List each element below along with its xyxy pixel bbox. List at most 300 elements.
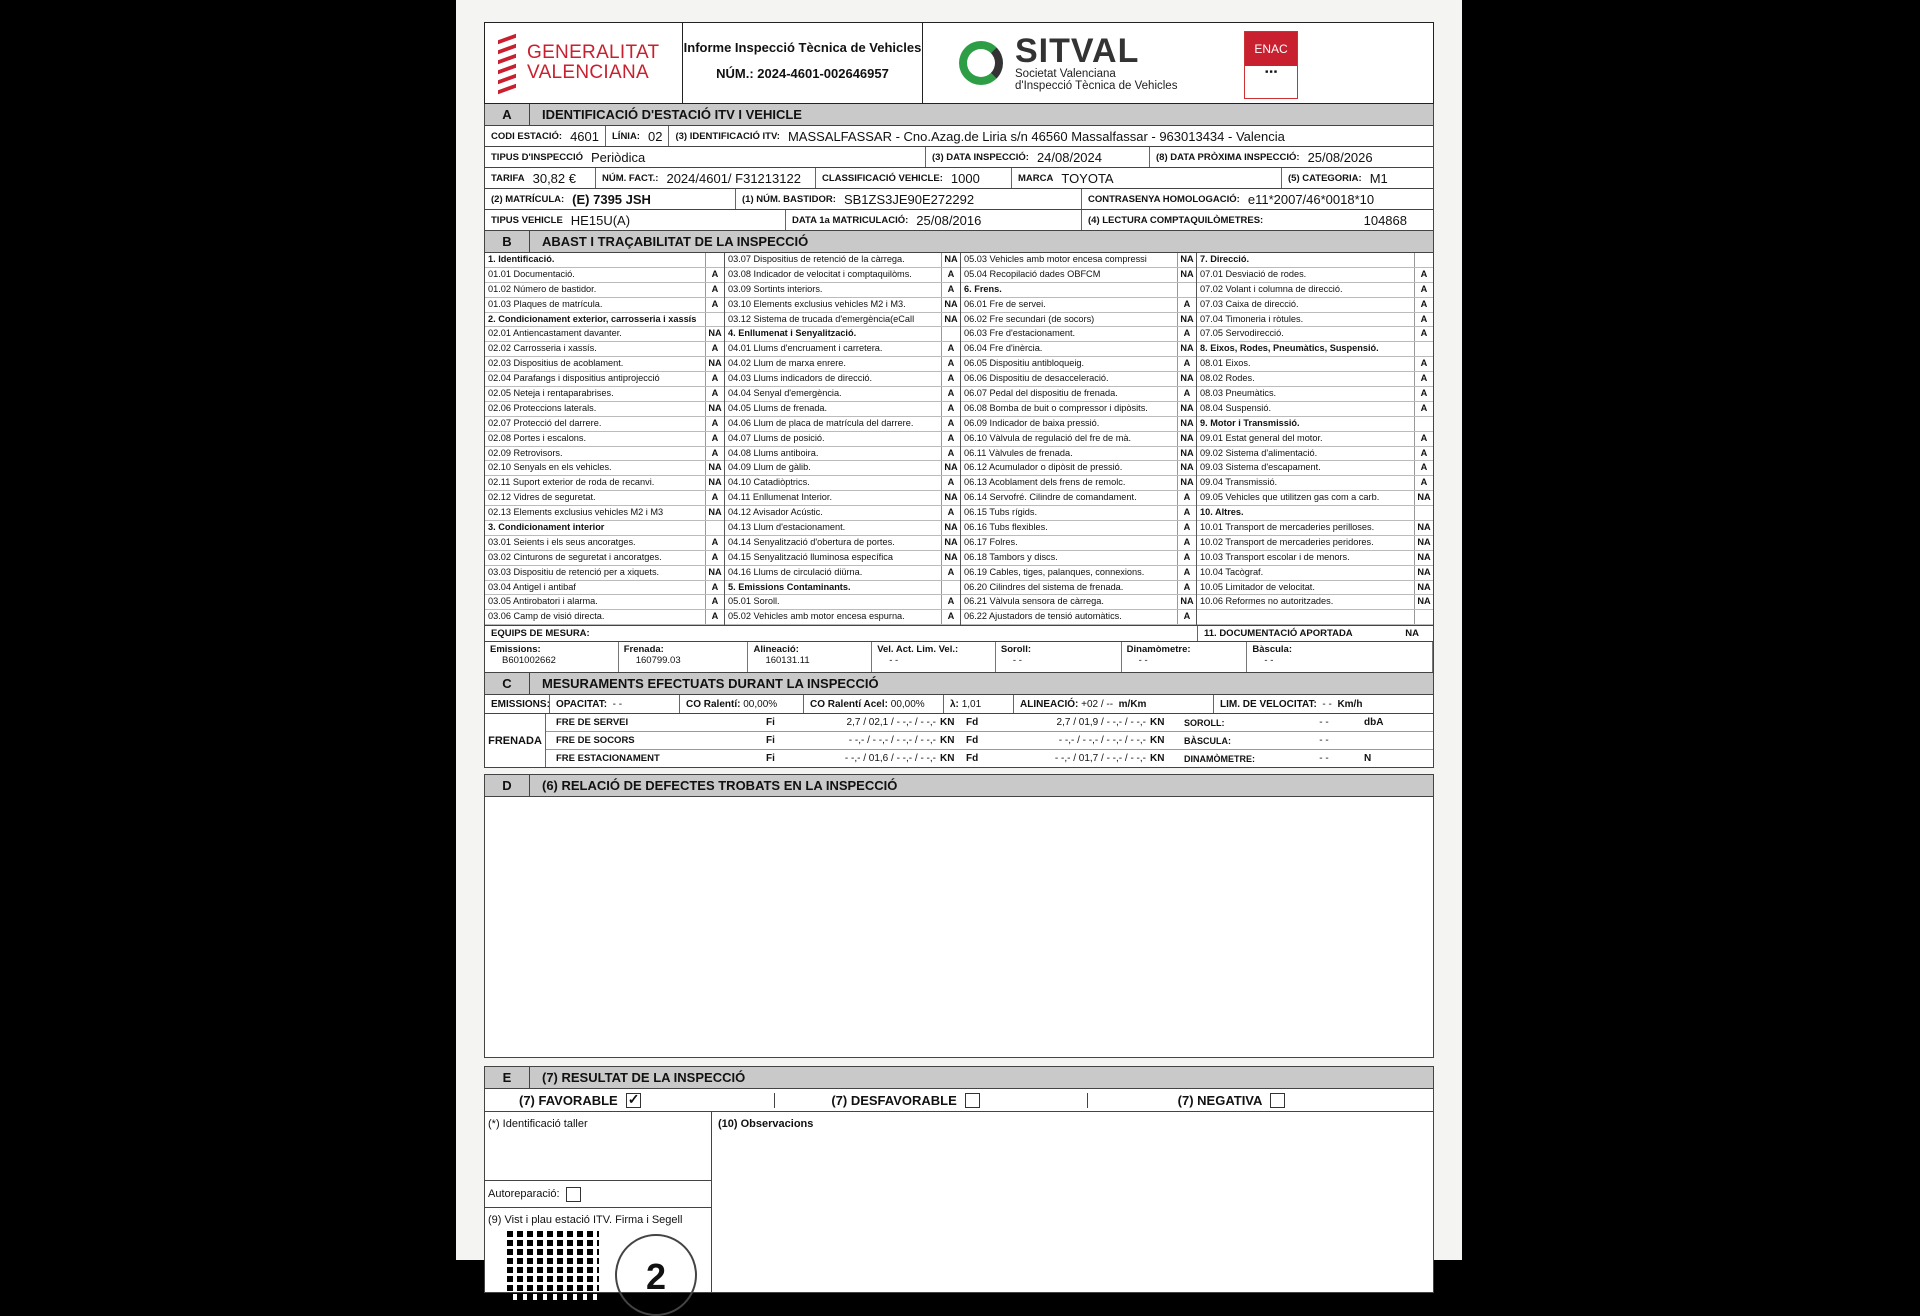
scope-item [961, 387, 1196, 402]
equipment-cell [996, 642, 1122, 672]
section-title: (6) RELACIÓ DE DEFECTES TROBATS EN LA INSPECCIÓ [542, 778, 898, 794]
scope-item-status: NA [1414, 521, 1433, 535]
scope-item-status: A [1177, 491, 1196, 505]
scope-item-status: A [1414, 357, 1433, 371]
equipment-cell [619, 642, 749, 672]
scope-item-status: NA [1177, 476, 1196, 490]
enac-label: ENAC [1245, 32, 1297, 66]
section-c-header [484, 673, 1434, 695]
result-desfavorable [774, 1093, 1086, 1108]
scope-item-status: A [1177, 536, 1196, 550]
brake-line [546, 750, 1433, 767]
scope-item [725, 372, 960, 387]
scope-item [485, 461, 724, 476]
scope-item-status [1414, 417, 1433, 431]
equipment-label: Frenada: [623, 644, 664, 656]
scope-item-status: NA [941, 313, 960, 327]
desfavorable-checkbox[interactable] [965, 1093, 980, 1108]
kn-unit: KN [940, 717, 955, 729]
scope-item [485, 417, 724, 432]
equipment-label: Soroll: [1000, 644, 1032, 656]
contr-label: CONTRASENYA HOMOLOGACIÓ: [1088, 193, 1240, 205]
alineacio-label: ALINEACIÓ: [1020, 698, 1079, 710]
scope-item-status: A [1414, 402, 1433, 416]
scope-item [485, 610, 724, 625]
class-label: CLASSIFICACIÓ VEHICLE: [822, 172, 943, 184]
scope-item [485, 506, 724, 521]
scope-item-label: 06.09 Indicador de baixa pressió. [964, 417, 1100, 428]
braking-lines [546, 714, 1433, 767]
generalitat-logo [485, 23, 683, 103]
scope-item-label: 02.10 Senyals en els vehicles. [488, 462, 612, 473]
scope-item [485, 447, 724, 462]
scope-item-label: 03.06 Camp de visió directa. [488, 611, 605, 622]
tipus-value: Periòdica [591, 149, 646, 165]
opacitat-label: OPACITAT: [556, 698, 608, 710]
scope-item-status: NA [1177, 461, 1196, 475]
scope-item-label: 06.14 Servofré. Cilindre de comandament. [964, 492, 1137, 503]
frenada-label: FRENADA [485, 714, 546, 767]
scope-item-label: 05.01 Soroll. [728, 596, 780, 607]
scope-item [961, 491, 1196, 506]
scope-item [961, 298, 1196, 313]
linia-value: 02 [647, 128, 663, 144]
scope-item-label: 04.05 Llums de frenada. [728, 402, 828, 413]
scope-item-label: 03.03 Dispositiu de retenció per a xiquets. [488, 566, 660, 577]
favorable-checkbox[interactable] [626, 1093, 641, 1108]
scope-item [1197, 372, 1433, 387]
docu-value: NA [1405, 628, 1419, 640]
alineacio-unit: m/Km [1118, 698, 1147, 710]
scope-item [725, 551, 960, 566]
scope-item-label: 06.02 Fre secundari (de socors) [964, 313, 1095, 324]
scope-item-status: A [941, 342, 960, 356]
scope-item [485, 566, 724, 581]
favorable-label: (7) FAVORABLE [519, 1092, 618, 1108]
extra-value: - - [1319, 735, 1329, 747]
scope-item-status: A [1414, 447, 1433, 461]
cat-label: (5) CATEGORIA: [1288, 172, 1362, 184]
inspection-type-row [484, 147, 1434, 168]
fd-value: - -,- / - -,- / - -,- / - -,- [1058, 735, 1146, 747]
scope-item-status: A [1177, 610, 1196, 624]
braking-block [484, 714, 1434, 768]
scope-item-status: A [1414, 298, 1433, 312]
scope-item-status: A [941, 610, 960, 624]
linia-label: LÍNIA: [612, 130, 640, 142]
scope-item-status [941, 327, 960, 341]
scope-item-label: 06.18 Tambors y discs. [964, 551, 1058, 562]
scope-item [1197, 491, 1433, 506]
scope-item-label: 02.02 Carrosseria i xassís. [488, 343, 597, 354]
scope-item-label: 2. Condicionament exterior, carrosseria i xassís [488, 313, 697, 324]
scope-item-label: 02.03 Dispositius de acoblament. [488, 358, 624, 369]
report-title-block [683, 23, 923, 103]
scope-item-status: A [705, 447, 724, 461]
scope-item [1197, 461, 1433, 476]
scope-item [961, 595, 1196, 610]
section-letter: C [485, 673, 530, 694]
scope-item-status: NA [941, 298, 960, 312]
scope-group-header [1197, 506, 1433, 521]
lim-label: LIM. DE VELOCITAT: [1220, 698, 1317, 710]
scope-item-label: 10.01 Transport de mercaderies perilloses. [1200, 522, 1375, 533]
scope-item-status [705, 521, 724, 535]
scope-item-status: A [941, 268, 960, 282]
scope-item-label: 8. Eixos, Rodes, Pneumàtics, Suspensió. [1200, 343, 1379, 354]
scope-item [725, 387, 960, 402]
scope-item [961, 566, 1196, 581]
scope-item-label: 07.02 Volant i columna de direcció. [1200, 283, 1343, 294]
scope-group-header [1197, 253, 1433, 268]
scope-item-label: 09.02 Sistema d'alimentació. [1200, 447, 1318, 458]
stamp-number: 2 [645, 1256, 667, 1298]
scope-item-label: 9. Motor i Transmissió. [1200, 417, 1300, 428]
scope-item-label: 03.09 Sortints interiors. [728, 283, 823, 294]
alineacio-value: +02 / -- [1081, 698, 1114, 710]
inspection-scope-grid [484, 253, 1434, 626]
scope-item-status: NA [941, 491, 960, 505]
scope-item-label: 06.15 Tubs rígids. [964, 507, 1038, 518]
result-negativa [1087, 1093, 1433, 1108]
scope-item [1197, 432, 1433, 447]
vehicle-type-row [484, 210, 1434, 231]
scope-item-label: 06.11 Vàlvules de frenada. [964, 447, 1073, 458]
scope-item-label: 5. Emissions Contaminants. [728, 581, 851, 592]
scope-item-status: A [1177, 566, 1196, 580]
scope-item-status: A [941, 447, 960, 461]
equipment-label: Dinamòmetre: [1126, 644, 1191, 656]
scope-item-label: 4. Enllumenat i Senyalització. [728, 328, 857, 339]
scope-item-status: A [941, 387, 960, 401]
scope-item-label: 06.20 Cilindres del sistema de frenada. [964, 581, 1124, 592]
equipment-value: 160131.11 [765, 655, 810, 667]
co-ralenti-value: 00,00% [743, 698, 778, 710]
scope-item [485, 387, 724, 402]
scope-column [485, 253, 725, 625]
report-number: NÚM.: 2024-4601-002646957 [716, 66, 889, 81]
tv-value: HE15U(A) [570, 212, 631, 228]
negativa-checkbox[interactable] [1270, 1093, 1285, 1108]
scope-item-label: 02.05 Neteja i rentaparabrises. [488, 388, 614, 399]
scope-item-label: 04.07 Llums de posició. [728, 432, 825, 443]
scope-group-header [1197, 342, 1433, 357]
fd-label: Fd [966, 717, 979, 729]
scope-item-label: 06.22 Ajustadors de tensió automàtics. [964, 611, 1122, 622]
scope-item-label: 3. Condicionament interior [488, 522, 605, 533]
scope-item-status: A [1177, 506, 1196, 520]
scope-item [725, 283, 960, 298]
scope-group-header [961, 283, 1196, 298]
scope-item-status: A [1414, 476, 1433, 490]
extra-value: - - [1319, 717, 1329, 729]
scope-item-status: A [1177, 581, 1196, 595]
scope-item-status: A [941, 566, 960, 580]
scope-item [725, 417, 960, 432]
scope-item [961, 581, 1196, 596]
fd-label: Fd [966, 753, 979, 765]
scope-item-label: 09.05 Vehicles que utilitzen gas com a carb. [1200, 492, 1380, 503]
codi-label: CODI ESTACIÓ: [491, 130, 563, 142]
section-title: ABAST I TRAÇABILITAT DE LA INSPECCIÓ [542, 234, 809, 249]
scope-item-status: A [1414, 387, 1433, 401]
brake-name: FRE DE SOCORS [556, 735, 635, 747]
tarifa-value: 30,82 € [532, 170, 576, 186]
scope-item-status: NA [941, 521, 960, 535]
scope-column [1197, 253, 1433, 625]
autoreparacio-label: Autoreparació: [488, 1188, 560, 1201]
brake-line [546, 714, 1433, 732]
scope-item-status: NA [1177, 402, 1196, 416]
scope-item-label: 03.07 Dispositius de retenció de la càrrega. [728, 254, 905, 264]
scope-item-label: 06.07 Pedal del dispositiu de frenada. [964, 388, 1118, 399]
scope-item-status: A [705, 491, 724, 505]
scope-item [961, 476, 1196, 491]
scope-item [725, 268, 960, 283]
scope-item [485, 268, 724, 283]
tarifa-label: TARIFA [491, 172, 525, 184]
section-d-header [484, 774, 1434, 797]
scope-group-header [725, 327, 960, 342]
scope-item-status: A [705, 432, 724, 446]
extra-label: SOROLL: [1184, 717, 1225, 728]
scope-item-label: 10.02 Transport de mercaderies peridores. [1200, 536, 1374, 547]
scope-item-label: 02.13 Elements exclusius vehicles M2 i M3 [488, 507, 664, 518]
fd-value: 2,7 / 01,9 / - -,- / - -,- [1056, 717, 1146, 729]
scope-item-status: A [1414, 372, 1433, 386]
equipment-cell [748, 642, 872, 672]
scope-item [961, 610, 1196, 625]
kn-unit: KN [1150, 717, 1165, 729]
dm-value: 25/08/2016 [916, 212, 982, 228]
scope-item [1197, 268, 1433, 283]
scope-item [961, 402, 1196, 417]
scope-item-status: A [941, 476, 960, 490]
fact-value: 2024/4601/ F31213122 [666, 170, 801, 186]
equipment-value: 160799.03 [635, 655, 681, 667]
scope-item-status: A [1177, 521, 1196, 535]
scope-item [1197, 298, 1433, 313]
equipment-label: Alineació: [753, 644, 799, 656]
scope-item [1197, 387, 1433, 402]
scope-item-label: 10. Altres. [1200, 507, 1244, 518]
scope-item-status [705, 313, 724, 327]
generalitat-emblem-icon [495, 31, 519, 95]
emissions-row [484, 695, 1434, 714]
section-title: (7) RESULTAT DE LA INSPECCIÓ [542, 1070, 746, 1086]
scope-item-label: 06.04 Fre d'inèrcia. [964, 343, 1043, 354]
ident-label: (3) IDENTIFICACIÓ ITV: [675, 130, 780, 142]
scope-item [725, 566, 960, 581]
equips-header-row [484, 626, 1434, 642]
scope-item-label: 05.03 Vehicles amb motor encesa compressi [964, 254, 1147, 264]
scope-item-status: A [705, 536, 724, 550]
scope-item-status: A [1177, 387, 1196, 401]
scope-item-status: A [941, 402, 960, 416]
data-value: 24/08/2024 [1036, 149, 1103, 165]
scope-item [961, 432, 1196, 447]
equipment-label: Vel. Act. Lim. Vel.: [877, 644, 959, 656]
scope-item-status: NA [705, 402, 724, 416]
negativa-label: (7) NEGATIVA [1177, 1092, 1263, 1108]
scope-item-label: 10.04 Tacògraf. [1200, 566, 1264, 577]
scope-item-label: 03.08 Indicador de velocitat i comptaquilòms. [728, 268, 912, 279]
scope-item [485, 342, 724, 357]
scope-item-status: NA [705, 476, 724, 490]
scope-item-status: A [1414, 432, 1433, 446]
scope-item [725, 536, 960, 551]
equipment-value: - - [1138, 655, 1148, 667]
prox-label: (8) DATA PRÒXIMA INSPECCIÓ: [1156, 151, 1300, 163]
scope-item [961, 447, 1196, 462]
scope-item-label: 06.13 Acoblament dels frens de remolc. [964, 477, 1126, 488]
scope-item-label: 02.07 Protecció del darrere. [488, 417, 602, 428]
fi-label: Fi [766, 753, 775, 765]
scope-item-status: A [705, 268, 724, 282]
scope-item [725, 506, 960, 521]
scope-item-status [941, 581, 960, 595]
scope-item-label: 07.04 Timoneria i ròtules. [1200, 313, 1304, 324]
scope-item-status: A [1414, 283, 1433, 297]
emissions-label: EMISSIONS: [491, 698, 550, 710]
scope-item [485, 372, 724, 387]
section-letter: B [485, 231, 530, 252]
scope-group-header [485, 253, 724, 268]
scope-item-label: 10.06 Reformes no autoritzades. [1200, 596, 1334, 607]
scope-item-status: NA [1414, 491, 1433, 505]
scope-item-status [1414, 506, 1433, 520]
scope-item-label: 02.01 Antiencastament davanter. [488, 328, 622, 339]
equipment-cell [1122, 642, 1248, 672]
station-stamp [615, 1234, 697, 1316]
workshop-block [485, 1112, 712, 1298]
scope-item [961, 461, 1196, 476]
fd-value: - -,- / 01,7 / - -,- / - -,- [1054, 753, 1146, 765]
scope-item [725, 476, 960, 491]
class-value: 1000 [950, 170, 980, 186]
extra-unit: N [1364, 753, 1372, 765]
tariff-row [484, 168, 1434, 189]
scope-item-status: A [1177, 357, 1196, 371]
equipment-cell [1247, 642, 1433, 672]
docu-label: 11. DOCUMENTACIÓ APORTADA [1204, 628, 1353, 640]
marca-value: TOYOTA [1061, 170, 1114, 186]
scope-item-status: NA [941, 536, 960, 550]
sitval-sub1: Societat Valenciana [1015, 68, 1116, 80]
bast-label: (1) NÚM. BASTIDOR: [742, 193, 836, 205]
scope-item [485, 432, 724, 447]
scope-item [961, 342, 1196, 357]
contr-value: e11*2007/46*0018*10 [1247, 191, 1375, 207]
scope-item [725, 595, 960, 610]
scope-item-label: 02.04 Parafangs i dispositius antiprojecció [488, 373, 660, 384]
scope-item-status: NA [1177, 268, 1196, 282]
scope-item-status: A [1414, 313, 1433, 327]
sitval-block [923, 23, 1433, 103]
section-letter: A [485, 104, 530, 125]
scope-item-status: NA [705, 566, 724, 580]
scope-group-header [725, 581, 960, 596]
scope-item-label: 04.04 Senyal d'emergència. [728, 388, 842, 399]
equipment-cell [485, 642, 619, 672]
station-row [484, 126, 1434, 147]
fd-label: Fd [966, 735, 979, 747]
co-acel-value: 00,00% [890, 698, 925, 710]
scope-item-status: A [941, 506, 960, 520]
section-letter: E [485, 1067, 530, 1088]
scope-item-label: 03.10 Elements exclusius vehicles M2 i M3. [728, 298, 906, 309]
section-letter: D [485, 775, 530, 796]
lambda-label: λ: [950, 698, 959, 710]
scope-item-status: NA [1414, 595, 1433, 609]
equipment-cell [872, 642, 996, 672]
sitval-sub2: d'Inspecció Tècnica de Vehicles [1015, 80, 1178, 92]
extra-label: BÀSCULA: [1184, 735, 1231, 746]
scope-item [485, 298, 724, 313]
scope-item-status: NA [1177, 313, 1196, 327]
scope-item [485, 327, 724, 342]
scope-item-label: 04.08 Llums antiboira. [728, 447, 819, 458]
scope-group-header [1197, 417, 1433, 432]
scope-item-label: 03.02 Cinturons de seguretat i ancoratges. [488, 551, 662, 562]
vist-label: (9) Vist i plau estació ITV. Firma i Segell [488, 1214, 683, 1227]
scope-item [1197, 551, 1433, 566]
scope-item [1197, 283, 1433, 298]
scope-item-status: A [1177, 551, 1196, 565]
scope-item [1197, 610, 1433, 625]
scope-item-label: 04.15 Senyalització lluminosa específica [728, 551, 893, 562]
scope-item [961, 253, 1196, 268]
scope-item [1197, 536, 1433, 551]
scope-item-status: A [1414, 461, 1433, 475]
scope-item-label: 02.11 Suport exterior de roda de recanvi. [488, 477, 655, 488]
scope-item-label: 04.13 Llum d'estacionament. [728, 522, 846, 533]
gv-line2: VALENCIANA [527, 62, 649, 83]
lim-unit: Km/h [1337, 698, 1363, 710]
scope-item-status: A [1177, 327, 1196, 341]
scope-item-label: 06.16 Tubs flexibles. [964, 522, 1048, 533]
scope-item [485, 595, 724, 610]
scope-item [485, 536, 724, 551]
scope-item-status: A [705, 342, 724, 356]
scope-item-label: 02.12 Vidres de seguretat. [488, 492, 596, 503]
ident-value: MASSALFASSAR - Cno.Azag.de Liria s/n 46560 Massalfassar - 963013434 - Valencia [787, 128, 1285, 144]
scope-item-label: 01.02 Número de bastidor. [488, 283, 597, 294]
scope-item-label: 7. Direcció. [1200, 254, 1250, 264]
kn-unit: KN [1150, 753, 1165, 765]
scope-item-status: A [705, 387, 724, 401]
scope-item-status: A [705, 551, 724, 565]
fi-label: Fi [766, 717, 775, 729]
scope-item-status: A [941, 372, 960, 386]
mat-label: (2) MATRÍCULA: [491, 193, 565, 205]
scope-item-status: A [941, 357, 960, 371]
scope-item-label: 06.05 Dispositiu antibloqueig. [964, 358, 1085, 369]
defects-area [484, 797, 1434, 1058]
enac-detail-icon: ■ ■ ■ [1265, 69, 1277, 75]
scope-item-label: 10.05 Limitador de velocitat. [1200, 581, 1315, 592]
brake-name: FRE ESTACIONAMENT [556, 753, 660, 765]
autoreparacio-checkbox[interactable] [566, 1187, 581, 1202]
opacitat-value: - - [612, 698, 623, 710]
scope-item [961, 551, 1196, 566]
scope-item [725, 402, 960, 417]
scope-item-label: 04.06 Llum de placa de matrícula del darrere. [728, 417, 914, 428]
scope-item-label: 08.02 Rodes. [1200, 373, 1255, 384]
scope-item [1197, 476, 1433, 491]
scope-item-status: A [705, 283, 724, 297]
scope-item [485, 581, 724, 596]
